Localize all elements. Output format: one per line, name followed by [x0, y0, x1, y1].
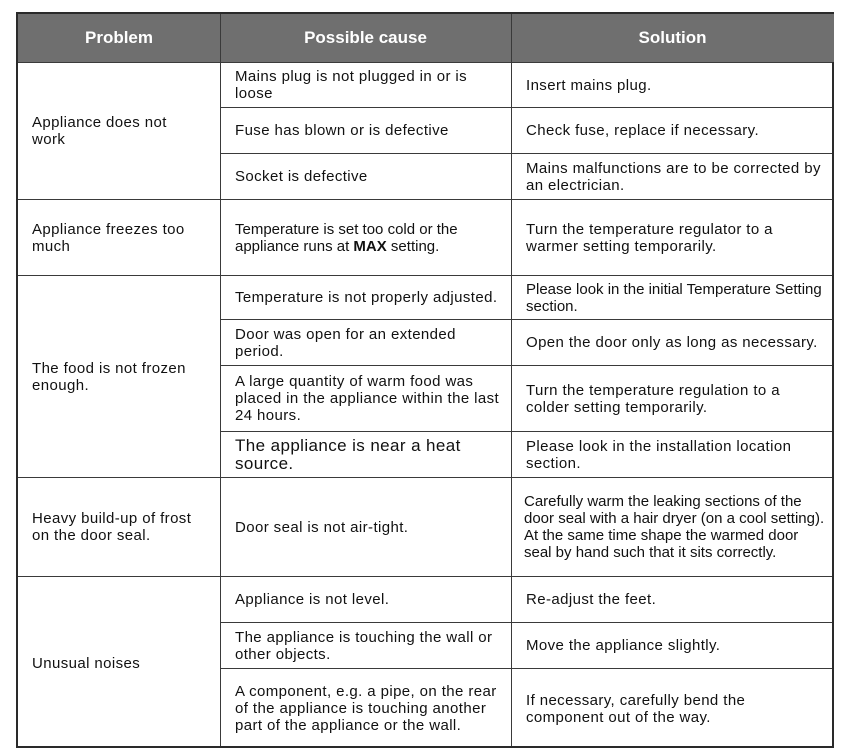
problem-cell: [18, 200, 220, 275]
cause-cell: [221, 623, 511, 668]
cause-text: The appliance is near a heat source.: [235, 435, 461, 473]
solution-text: Turn the temperature regulation to a colder setting temporarily.: [526, 381, 780, 416]
solution-cell: [512, 478, 834, 576]
cause-cell: [221, 366, 511, 431]
cause-cell: [221, 154, 511, 199]
problem-label: The food is not frozen enough.: [32, 359, 186, 394]
solution-cell: [512, 320, 834, 365]
solution-text: Open the door only as long as necessary.: [526, 334, 818, 351]
problem-label: Appliance freezes too much: [32, 220, 185, 255]
problem-cell: [18, 577, 220, 750]
cause-cell: [221, 108, 511, 153]
cause-text: Socket is defective: [235, 168, 368, 185]
cause-cell: [221, 577, 511, 622]
problem-label: Heavy build-up of frost on the door seal.: [32, 510, 192, 544]
cause-cell: [221, 432, 511, 477]
solution-text: Please look in the initial Temperature Setting section.: [526, 280, 822, 315]
solution-text: Re-adjust the feet.: [526, 591, 657, 608]
solution-cell: [512, 154, 834, 199]
solution-text: Please look in the installation location section.: [526, 437, 792, 472]
cause-text: Fuse has blown or is defective: [235, 122, 449, 139]
cause-text: Appliance is not level.: [235, 591, 390, 608]
solution-cell: [512, 577, 834, 622]
cause-text: Mains plug is not plugged in or is loose: [235, 68, 468, 102]
solution-cell: [512, 623, 834, 668]
problem-cell: [18, 276, 220, 477]
problem-label: Appliance does not work: [32, 114, 167, 148]
cause-cell: [221, 478, 511, 576]
solution-cell: [512, 276, 834, 319]
solution-text: Insert mains plug.: [526, 76, 652, 94]
cause-text: A large quantity of warm food was placed in the appliance within the last 24 hours.: [235, 373, 500, 424]
cause-text: A component, e.g. a pipe, on the rear of the appliance is touching another part of the appliance or the wall.: [235, 683, 497, 734]
header-solution: Solution: [511, 14, 834, 62]
solution-cell: [512, 63, 834, 107]
cause-cell: [221, 63, 511, 107]
cause-text: Temperature is not properly adjusted.: [235, 289, 498, 306]
solution-cell: [512, 669, 834, 748]
cause-text: The appliance is touching the wall or other objects.: [235, 628, 493, 663]
cause-text: Door was open for an extended period.: [235, 325, 456, 360]
header-possible-cause: Possible cause: [220, 14, 511, 62]
cause-text: Door seal is not air-tight.: [235, 518, 409, 536]
solution-text: If necessary, carefully bend the component out of the way.: [526, 691, 746, 726]
problem-label: Unusual noises: [32, 655, 141, 672]
cause-cell: [221, 276, 511, 319]
problem-cell: [18, 63, 220, 199]
solution-cell: [512, 108, 834, 153]
cause-cell: [221, 320, 511, 365]
solution-text: Mains malfunctions are to be corrected by an electrician.: [526, 159, 821, 194]
solution-text: Move the appliance slightly.: [526, 637, 721, 654]
cause-cell: [221, 200, 511, 275]
solution-cell: [512, 200, 834, 275]
problem-cell: [18, 478, 220, 576]
cause-text: Temperature is set too cold or the appliance runs at MAX setting.: [235, 220, 458, 255]
solution-text: Turn the temperature regulator to a warmer setting temporarily.: [526, 220, 773, 255]
solution-text: Check fuse, replace if necessary.: [526, 122, 760, 139]
cause-cell: [221, 669, 511, 748]
troubleshooting-table: [16, 12, 834, 748]
solution-cell: [512, 432, 834, 477]
solution-cell: [512, 366, 834, 431]
solution-text: Carefully warm the leaking sections of the door seal with a hair dryer (on a cool setting). At the same time shape the warmed door seal by hand such that it sits correctly.: [524, 493, 825, 561]
header-problem: Problem: [18, 14, 220, 62]
max-setting-label: MAX: [353, 237, 387, 255]
